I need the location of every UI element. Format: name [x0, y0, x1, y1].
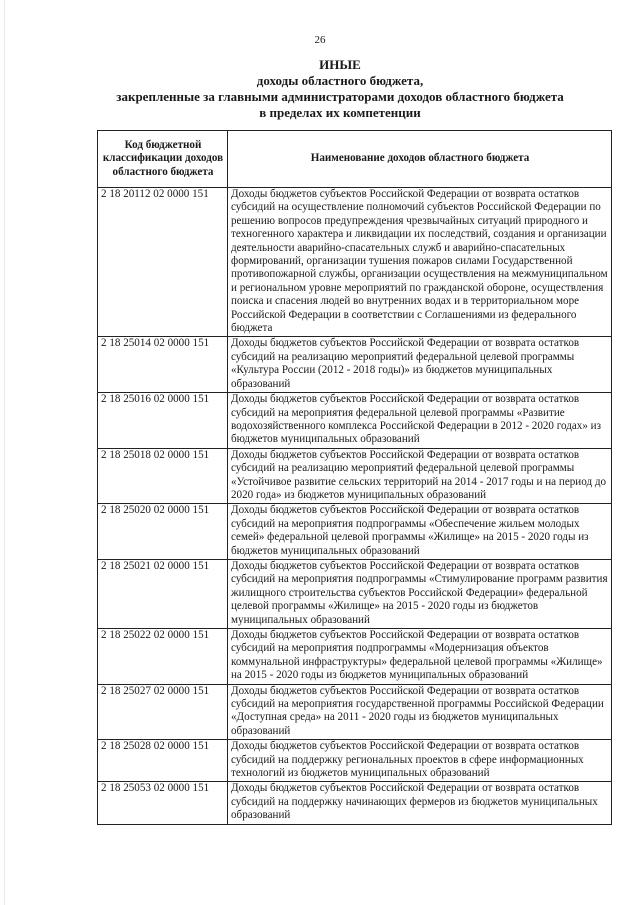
- document-heading: [60, 57, 620, 121]
- row-code: 2 18 25020 02 0000 151: [98, 504, 228, 560]
- row-code: 2 18 25022 02 0000 151: [98, 629, 228, 685]
- row-name: Доходы бюджетов субъектов Российской Федерации от возврата остатков субсидий на мероприятия государственной программы Российской Федерации «Доступная среда» на 2011 - 2020 годы из бюджетов муниципальных образований: [228, 684, 612, 740]
- page-number: 26: [314, 34, 326, 46]
- heading-line-1: ИНЫЕ: [319, 57, 361, 72]
- row-name: Доходы бюджетов субъектов Российской Федерации от возврата остатков субсидий на осуществление полномочий субъектов Российской Федерации по решению вопросов предупреждения чрезвычайных ситуаций природного и техногенного характера и ликвидации их последствий, создания и организации деятельности аварийно-спасательных служб и аварийно-спасательных формирований, организации тушения пожаров силами Государственной противопожарной службы, организации осуществления на межмуниципальном и региональном уровне мероприятий по гражданской обороне, осуществления поиска и спасения людей во внутренних водах и в территориальном море Российской Федерации в соответствии с Соглашениями из федерального бюджета: [228, 188, 612, 337]
- row-name: Доходы бюджетов субъектов Российской Федерации от возврата остатков субсидий на поддержку региональных проектов в сфере информационных технологий из бюджетов муниципальных образований: [228, 740, 612, 782]
- row-code: 2 18 25028 02 0000 151: [98, 740, 228, 782]
- row-code: 2 18 25053 02 0000 151: [98, 782, 228, 824]
- table-row: [98, 393, 612, 449]
- table-row: [98, 337, 612, 393]
- table-row: [98, 629, 612, 685]
- table-row: [98, 448, 612, 504]
- header-code: Код бюджетной классификации доходов областного бюджета: [98, 131, 228, 188]
- row-code: 2 18 25021 02 0000 151: [98, 559, 228, 628]
- row-name: Доходы бюджетов субъектов Российской Федерации от возврата остатков субсидий на мероприятия подпрограммы «Обеспечение жильем молодых семей» федеральной целевой программы «Жилище» на 2015 - 2020 годы из бюджетов муниципальных образований: [228, 504, 612, 560]
- row-code: 2 18 25027 02 0000 151: [98, 684, 228, 740]
- row-code: 2 18 25014 02 0000 151: [98, 337, 228, 393]
- table-row: [98, 188, 612, 337]
- table-header-row: [98, 131, 612, 188]
- table-row: [98, 504, 612, 560]
- heading-line-3: закрепленные за главными администраторами доходов областного бюджета: [116, 89, 564, 104]
- table-row: [98, 684, 612, 740]
- heading-line-2: доходы областного бюджета,: [256, 73, 424, 88]
- scan-margin-line: [4, 0, 5, 905]
- table-row: [98, 740, 612, 782]
- table-row: [98, 559, 612, 628]
- row-code: 2 18 25016 02 0000 151: [98, 393, 228, 449]
- row-name: Доходы бюджетов субъектов Российской Федерации от возврата остатков субсидий на реализацию мероприятий федеральной целевой программы «Культура России (2012 - 2018 годы)» из бюджетов муниципальных образований: [228, 337, 612, 393]
- row-name: Доходы бюджетов субъектов Российской Федерации от возврата остатков субсидий на поддержку начинающих фермеров из бюджетов муниципальных образований: [228, 782, 612, 824]
- row-name: Доходы бюджетов субъектов Российской Федерации от возврата остатков субсидий на мероприятия федеральной целевой программы «Развитие водохозяйственного комплекса Российской Федерации в 2012 - 2020 годах» из бюджетов муниципальных образований: [228, 393, 612, 449]
- row-name: Доходы бюджетов субъектов Российской Федерации от возврата остатков субсидий на реализацию мероприятий федеральной целевой программы «Устойчивое развитие сельских территорий на 2014 - 2017 годы и на период до 2020 года» из бюджетов муниципальных образований: [228, 448, 612, 504]
- row-code: 2 18 20112 02 0000 151: [98, 188, 228, 337]
- row-name: Доходы бюджетов субъектов Российской Федерации от возврата остатков субсидий на мероприятия подпрограммы «Стимулирование программ развития жилищного строительства субъектов Российской Федерации» федеральной целевой программы «Жилище» на 2015 - 2020 годы из бюджетов муниципальных образований: [228, 559, 612, 628]
- row-code: 2 18 25018 02 0000 151: [98, 448, 228, 504]
- budget-income-table: [97, 130, 612, 825]
- table-row: [98, 782, 612, 824]
- header-name: Наименование доходов областного бюджета: [228, 131, 612, 188]
- heading-line-4: в пределах их компетенции: [259, 105, 421, 120]
- row-name: Доходы бюджетов субъектов Российской Федерации от возврата остатков субсидий на мероприятия подпрограммы «Модернизация объектов коммунальной инфраструктуры» федеральной целевой программы «Жилище» на 2015 - 2020 годы из бюджетов муниципальных образований: [228, 629, 612, 685]
